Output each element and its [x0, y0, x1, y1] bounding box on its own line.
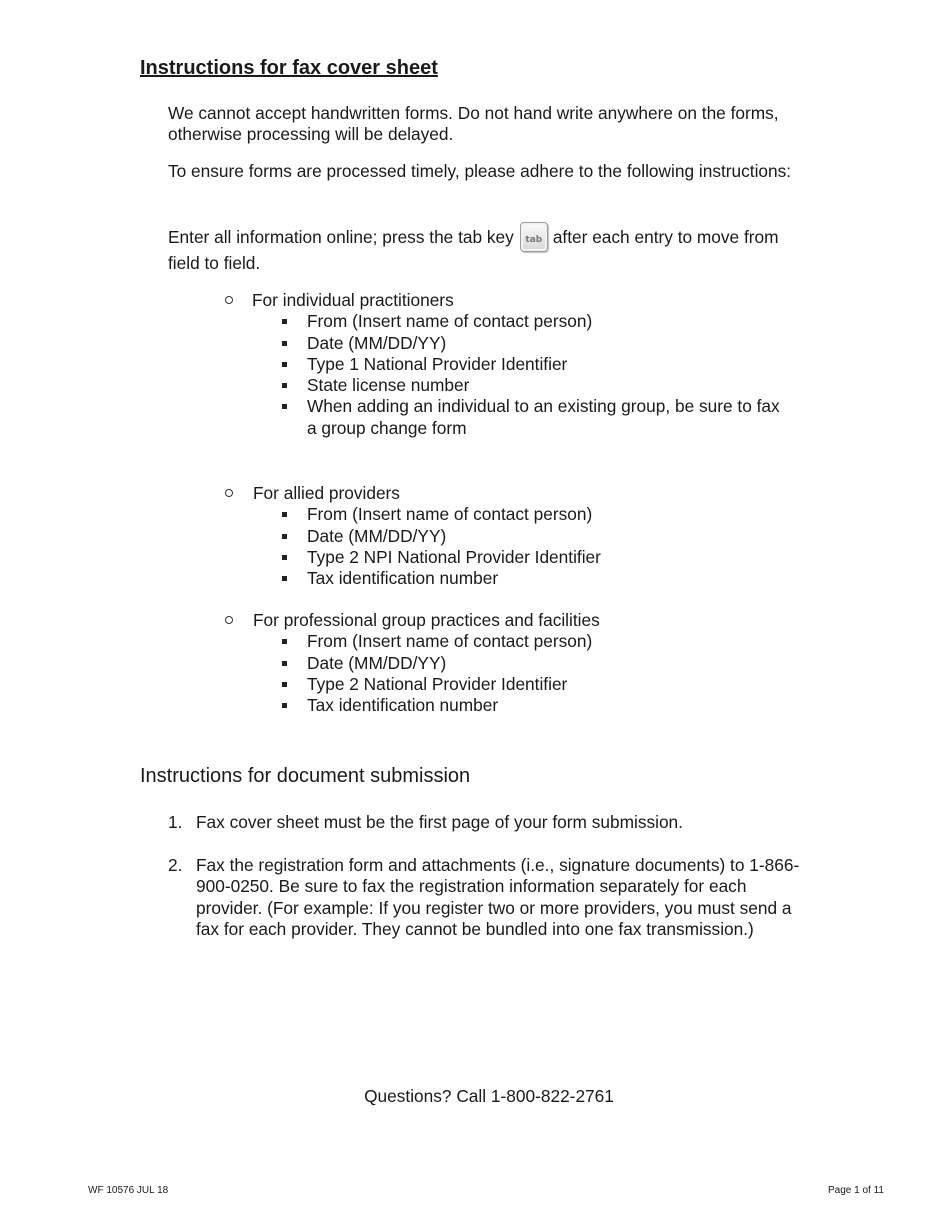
page-number: Page 1 of 11: [828, 1185, 884, 1196]
tab-key-icon: [520, 222, 548, 252]
list-item-text: Date (MM/DD/YY): [307, 525, 447, 546]
list-item: [225, 354, 825, 375]
square-bullet-icon: [282, 341, 287, 346]
handwritten-warning: We cannot accept handwritten forms. Do not hand write anywhere on the forms, otherwise processing will be delayed.: [168, 103, 779, 144]
list-item: [225, 396, 825, 439]
square-bullet-icon: [282, 703, 287, 708]
square-bullet-icon: [282, 362, 287, 367]
list-item: [225, 547, 825, 568]
circle-bullet-icon: [225, 616, 233, 624]
item-text: Fax cover sheet must be the first page of your form submission.: [196, 812, 683, 832]
form-id: WF 10576 JUL 18: [88, 1185, 169, 1196]
adherence-intro: To ensure forms are processed timely, please adhere to the following instructions:: [168, 161, 792, 181]
square-bullet-icon: [282, 682, 287, 687]
item-number: 2.: [168, 855, 183, 875]
list-item: [225, 504, 825, 525]
group-heading-text: For individual practitioners: [252, 290, 454, 310]
tab-key-label: tab: [525, 235, 543, 245]
square-bullet-icon: [282, 576, 287, 581]
item-number: 1.: [168, 812, 183, 832]
group-heading-text: For professional group practices and facilities: [253, 610, 600, 630]
list-item-text: When adding an individual to an existing group, be sure to fax a group change form: [307, 396, 780, 438]
list-item: [225, 653, 825, 674]
tab-instruction-after: after each entry to move from field to field.: [168, 227, 779, 273]
square-bullet-icon: [282, 383, 287, 388]
list-item-text: From (Insert name of contact person): [307, 311, 593, 332]
list-item-text: Type 2 NPI National Provider Identifier: [307, 546, 601, 567]
group-individual-practitioners: [225, 290, 825, 439]
tab-instruction-before: Enter all information online; press the tab key: [168, 227, 514, 247]
list-item-text: From (Insert name of contact person): [307, 504, 593, 525]
bullet-list: [225, 311, 825, 439]
list-item: [225, 333, 825, 354]
list-item: [225, 568, 825, 589]
item-text: Fax the registration form and attachments (i.e., signature documents) to 1-866-900-0250. Be sure to fax the registration information separately for each provider. (For example: If you register two or more providers, you must send a fax for each provider. They cannot be bundled into one fax transmission.): [196, 855, 800, 939]
tab-key-instruction: [168, 222, 808, 274]
list-item: [225, 674, 825, 695]
group-professional-practices: [225, 610, 825, 716]
list-item: [225, 526, 825, 547]
list-item: [225, 311, 825, 332]
list-item-text: Tax identification number: [307, 568, 499, 589]
group-heading-text: For allied providers: [253, 483, 400, 503]
list-item-text: Type 2 National Provider Identifier: [307, 673, 568, 694]
list-item: [225, 631, 825, 652]
group-heading: [225, 483, 825, 504]
questions-contact: Questions? Call 1-800-822-2761: [364, 1086, 614, 1106]
square-bullet-icon: [282, 661, 287, 666]
square-bullet-icon: [282, 512, 287, 517]
list-item-text: From (Insert name of contact person): [307, 631, 593, 652]
submission-item-2: [168, 855, 813, 965]
submission-item-1: [168, 812, 813, 834]
square-bullet-icon: [282, 404, 287, 409]
group-heading: [225, 610, 825, 631]
list-item-text: State license number: [307, 375, 470, 396]
group-allied-providers: [225, 483, 825, 589]
bullet-list: [225, 631, 825, 716]
list-item-text: Tax identification number: [307, 695, 499, 716]
list-item-text: Date (MM/DD/YY): [307, 332, 447, 353]
list-item: [225, 375, 825, 396]
page-title: Instructions for fax cover sheet: [140, 57, 438, 79]
list-item-text: Type 1 National Provider Identifier: [307, 353, 568, 374]
square-bullet-icon: [282, 555, 287, 560]
square-bullet-icon: [282, 639, 287, 644]
circle-bullet-icon: [225, 489, 233, 497]
bullet-list: [225, 504, 825, 589]
square-bullet-icon: [282, 534, 287, 539]
circle-bullet-icon: [225, 296, 233, 304]
list-item: [225, 695, 825, 716]
group-heading: [225, 290, 825, 311]
submission-heading: Instructions for document submission: [140, 765, 471, 787]
list-item-text: Date (MM/DD/YY): [307, 652, 447, 673]
square-bullet-icon: [282, 319, 287, 324]
